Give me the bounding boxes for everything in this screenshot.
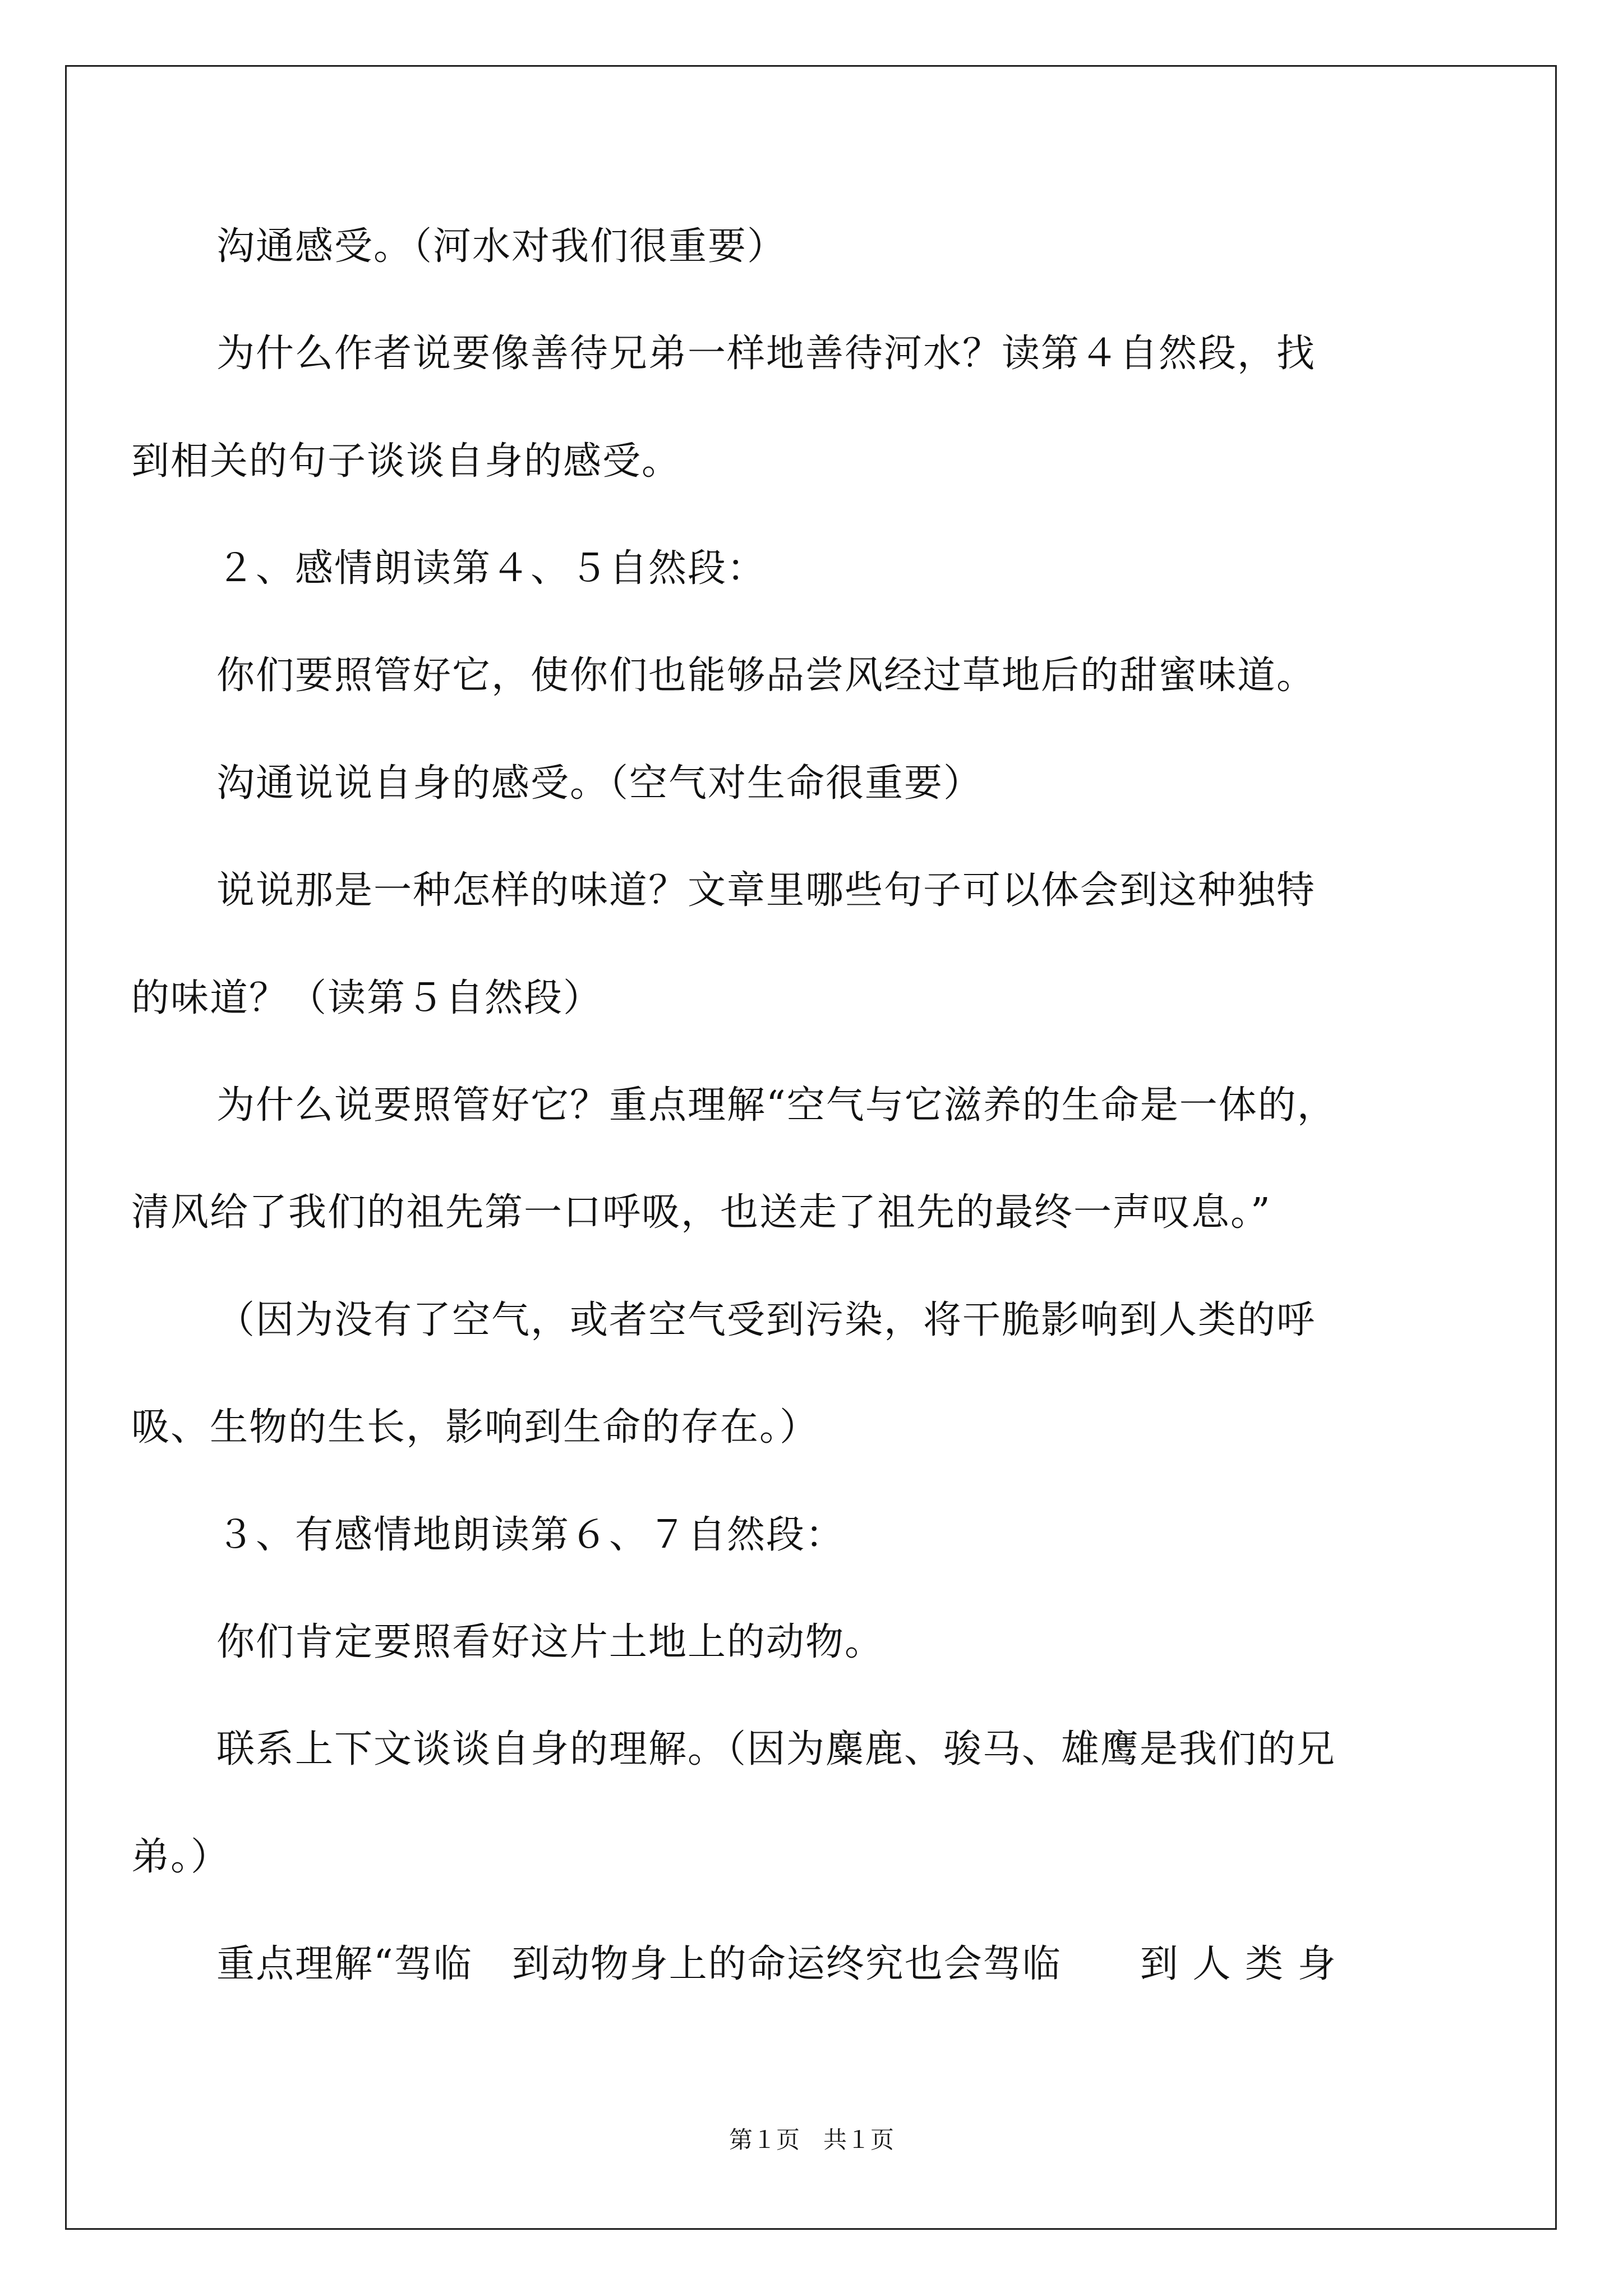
text-line: 沟通说说自身的感受。（空气对生命很重要） (216, 761, 983, 806)
text-line: ３、有感情地朗读第６、７自然段： (216, 1513, 845, 1557)
text-line: 吸、生物的生长，影响到生命的存在。） (131, 1405, 819, 1450)
text-line: （因为没有了空气，或者空气受到污染，将干脆影响到人类的呼 (216, 1298, 1316, 1342)
page-border (65, 65, 1557, 2230)
text-line: 你们要照管好它，使你们也能够品尝风经过草地后的甜蜜味道。 (216, 654, 1316, 698)
text-line: 联系上下文谈谈自身的理解。（因为麋鹿、骏马、雄鹰是我们的兄 (216, 1727, 1336, 1772)
text-line: 的味道？（读第５自然段） (131, 976, 603, 1020)
text-line: ２、感情朗读第４、５自然段： (216, 546, 767, 591)
text-line: 清风给了我们的祖先第一口呼吸，也送走了祖先的最终一声叹息。” (131, 1190, 1271, 1235)
text-line: 沟通感受。（河水对我们很重要） (216, 224, 787, 269)
text-line: 说说那是一种怎样的味道？文章里哪些句子可以体会到这种独特 (216, 868, 1316, 913)
text-line: 到相关的句子谈谈自身的感受。 (131, 439, 681, 484)
text-line: 重点理解“驾临 到动物身上的命运终究也会驾临 到 人 类 身 (216, 1942, 1337, 1986)
text-line: 为什么说要照管好它？重点理解“空气与它滋养的生命是一体的， (216, 1083, 1336, 1128)
text-line: 你们肯定要照看好这片土地上的动物。 (216, 1620, 884, 1664)
text-line: 为什么作者说要像善待兄弟一样地善待河水？读第４自然段，找 (216, 332, 1316, 376)
text-line: 弟。） (131, 1835, 230, 1879)
page-footer: 第１页 共１页 (728, 2126, 894, 2154)
